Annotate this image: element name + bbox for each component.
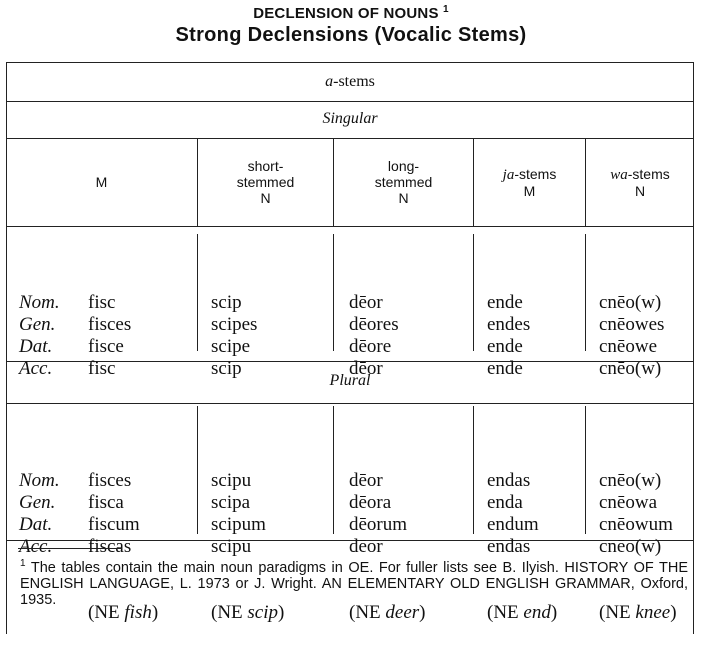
column-header-wa-stems: wa-stems N — [610, 166, 670, 199]
gloss-fish: (NE fish) — [88, 602, 159, 623]
gloss-scip: (NE scip) — [211, 602, 285, 623]
column-divider — [473, 234, 474, 351]
plural-column-ende: endas enda endum endas (NE end) — [487, 470, 558, 623]
singular-column-deor: dēor dēores dēore dēor — [349, 292, 399, 379]
table-rule — [6, 101, 694, 102]
case-labels-plural: Nom. Gen. Dat. Acc. — [19, 470, 60, 557]
plural-label: Plural — [329, 372, 371, 389]
plural-column-fisc: fisces fisca fiscum fiscas (NE fish) — [88, 470, 159, 623]
gloss-knee: (NE knee) — [599, 602, 677, 623]
table-rule — [6, 226, 694, 227]
footnote — [20, 556, 688, 608]
column-divider — [197, 406, 198, 534]
footnote-rule — [18, 548, 122, 549]
gloss-deer: (NE deer) — [349, 602, 426, 623]
footnote-text: The tables contain the main noun paradigms in OE. For fuller lists see B. Ilyish. HISTORY OF THE ENGLISH LANGUAGE, L. 1973 or J. Wright. AN ELEMENTARY OLD ENGLISH GRAMMAR, Oxford, 1935. — [20, 559, 688, 608]
column-divider — [585, 234, 586, 351]
column-header-ja-stems: ja-stems M — [502, 166, 557, 199]
table-rule — [6, 138, 694, 139]
singular-column-scip: scip scipes scipe scip — [211, 292, 258, 379]
case-labels-singular: Nom. Gen. Dat. Acc. — [19, 292, 60, 379]
gloss-end: (NE end) — [487, 602, 558, 623]
page-title: DECLENSION OF NOUNS $^1$ — [253, 4, 449, 22]
footnote-marker: 1 — [20, 558, 26, 569]
plural-column-deor: dēor dēora dēorum dēor (NE deer) — [349, 470, 426, 623]
title-footnote-marker: 1 — [443, 4, 449, 15]
column-divider — [333, 234, 334, 351]
page-subtitle: Strong Declensions (Vocalic Stems) — [175, 24, 527, 46]
column-divider — [473, 406, 474, 534]
column-divider — [333, 406, 334, 534]
column-header-short-stemmed: short- stemmed N — [236, 158, 295, 206]
singular-column-ende: ende endes ende ende — [487, 292, 531, 379]
column-divider — [585, 406, 586, 534]
plural-column-scip: scipu scipa scipum scipu (NE scip) — [211, 470, 285, 623]
plural-column-cneow: cnēo(w) cnēowa cnēowum cnēo(w) (NE knee) — [599, 470, 677, 623]
table-rule — [6, 403, 694, 404]
stem-class-label: a-stems — [325, 73, 375, 90]
column-header-m: M — [95, 174, 108, 190]
singular-column-fisc: fisc fisces fisce fisc — [88, 292, 132, 379]
singular-column-cneow: cnēo(w) cnēowes cnēowe cnēo(w) — [599, 292, 665, 379]
singular-label: Singular — [322, 110, 378, 127]
column-header-long-stemmed: long- stemmed N — [374, 158, 433, 206]
column-divider — [197, 234, 198, 351]
